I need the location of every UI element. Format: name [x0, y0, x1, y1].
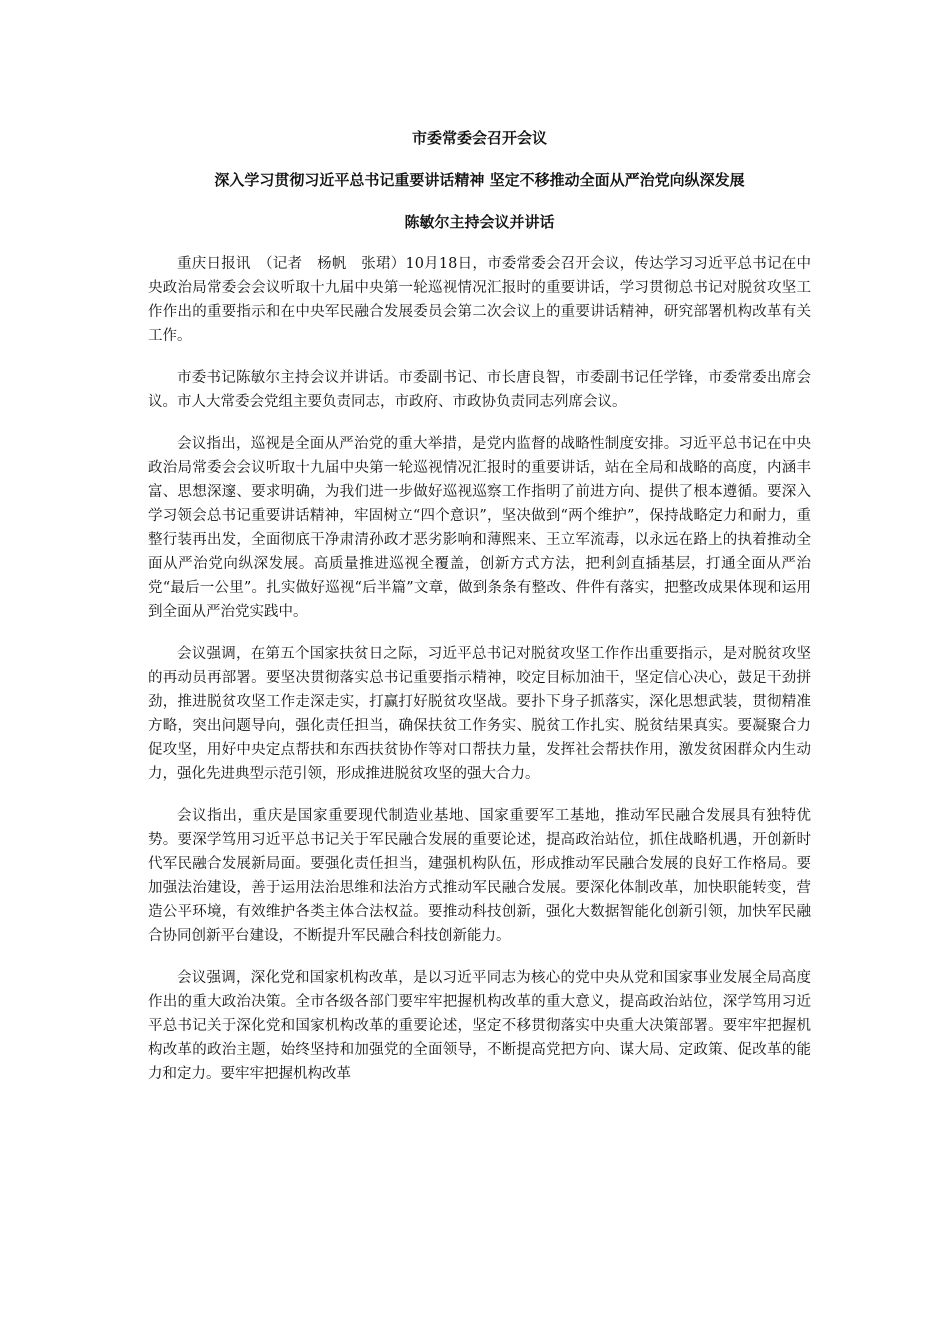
document-subtitle: 深入学习贯彻习近平总书记重要讲话精神 坚定不移推动全面从严治党向纵深发展	[214, 171, 745, 189]
document-title: 市委常委会召开会议	[411, 129, 547, 147]
document-third-title: 陈敏尔主持会议并讲话	[404, 213, 555, 231]
paragraph: 市委书记陈敏尔主持会议并讲话。市委副书记、市长唐良智，市委副书记任学锋，市委常委出席会议。市人大常委会党组主要负责同志，市政府、市政协负责同志列席会议。	[148, 370, 811, 410]
paragraph: 会议强调，深化党和国家机构改革，是以习近平同志为核心的党中央从党和国家事业发展全局高度作出的重大政治决策。全市各级各部门要牢牢把握机构改革的重大意义，提高政治站位，深学笃用习近平总书记关于深化党和国家机构改革的重要论述，坚定不移贯彻落实中央重大决策部署。要牢牢把握机构改革的政治主题，始终坚持和加强党的全面领导，不断提高党把方向、谋大局、定政策、促改革的能力和定力。要牢牢把握机构改革	[148, 970, 811, 1082]
paragraph: 会议强调，在第五个国家扶贫日之际，习近平总书记对脱贫攻坚工作作出重要指示，是对脱贫攻坚的再动员再部署。要坚决贯彻落实总书记重要指示精神，咬定目标加油干，坚定信心决心，鼓足干劲拼劲，推进脱贫攻坚工作走深走实，打赢打好脱贫攻坚战。要扑下身子抓落实，深化思想武装，贯彻精准方略，突出问题导向，强化责任担当，确保扶贫工作务实、脱贫工作扎实、脱贫结果真实。要凝聚合力促攻坚，用好中央定点帮扶和东西扶贫协作等对口帮扶力量，发挥社会帮扶作用，激发贫困群众内生动力，强化先进典型示范引领，形成推进脱贫攻坚的强大合力。	[148, 646, 811, 782]
document-page	[148, 120, 811, 1104]
paragraph: 重庆日报讯 （记者 杨帆 张珺）10月18日，市委常委会召开会议，传达学习习近平总书记在中央政治局常委会会议听取十九届中央第一轮巡视情况汇报时的重要讲话，学习贯彻总书记对脱贫攻坚工作作出的重要指示和在中央军民融合发展委员会第二次会议上的重要讲话精神，研究部署机构改革有关工作。	[148, 256, 811, 344]
document-body	[148, 252, 811, 1086]
paragraph: 会议指出，重庆是国家重要现代制造业基地、国家重要军工基地，推动军民融合发展具有独特优势。要深学笃用习近平总书记关于军民融合发展的重要论述，提高政治站位，抓住战略机遇，开创新时代军民融合发展新局面。要强化责任担当，建强机构队伍，形成推动军民融合发展的良好工作格局。要加强法治建设，善于运用法治思维和法治方式推动军民融合发展。要深化体制改革，加快职能转变，营造公平环境，有效维护各类主体合法权益。要推动科技创新，强化大数据智能化创新引领，加快军民融合协同创新平台建设，不断提升军民融合科技创新能力。	[148, 808, 811, 944]
paragraph: 会议指出，巡视是全面从严治党的重大举措，是党内监督的战略性制度安排。习近平总书记在中央政治局常委会会议听取十九届中央第一轮巡视情况汇报时的重要讲话，站在全局和战略的高度，内涵丰富、思想深邃、要求明确，为我们进一步做好巡视巡察工作指明了前进方向、提供了根本遵循。要深入学习领会总书记重要讲话精神，牢固树立“四个意识”，坚决做到“两个维护”，保持战略定力和耐力，重整行装再出发，全面彻底干净肃清孙政才恶劣影响和薄熙来、王立军流毒，以永远在路上的执着推动全面从严治党向纵深发展。高质量推进巡视全覆盖，创新方式方法，把利剑直插基层，打通全面从严治党“最后一公里”。扎实做好巡视“后半篇”文章，做到条条有整改、件件有落实，把整改成果体现和运用到全面从严治党实践中。	[148, 436, 811, 620]
